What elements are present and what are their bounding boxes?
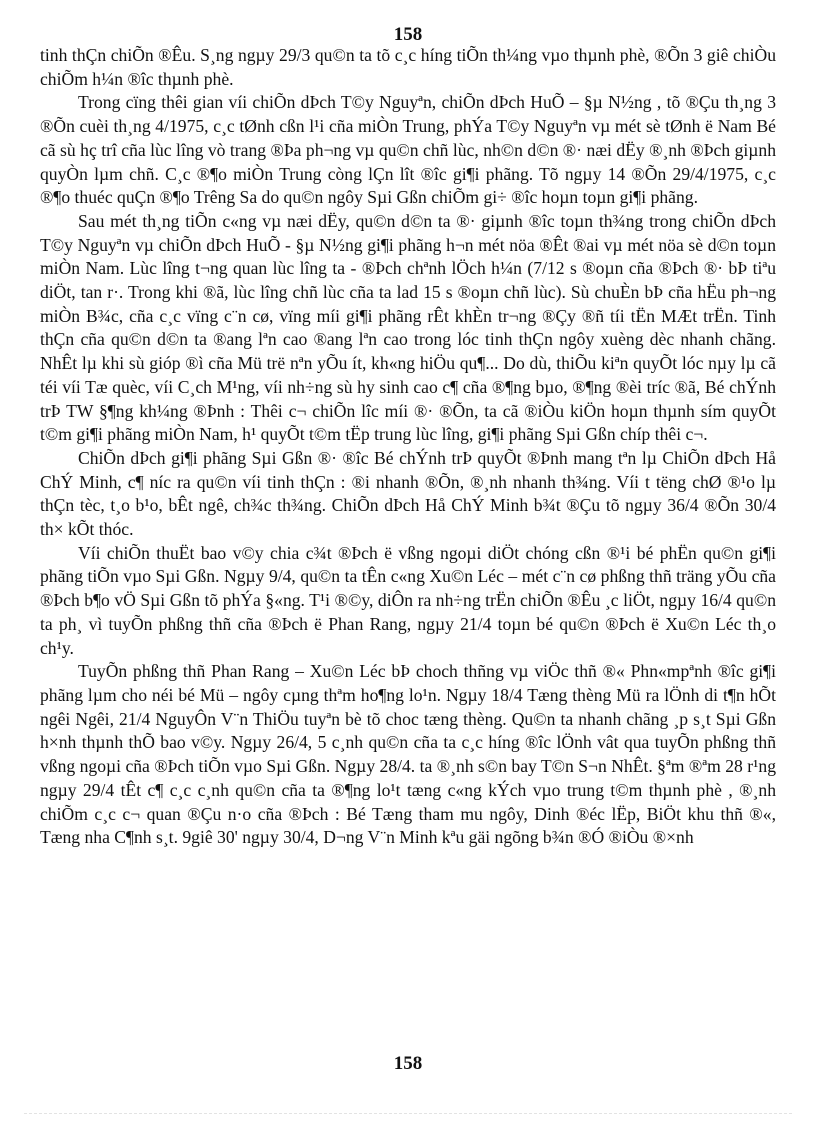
paragraph-2: Trong cïng thêi gian víi chiÕn dÞch T©y Nguyªn, chiÕn dÞch HuÕ – §µ N½ng , tõ ®Çu th¸ng 3 ®Õn cuèi th¸ng 4/1975, c¸c tØnh cßn l¹i cña miÒn Trung, phÝa T©y Nguyªn vµ mét sè tØnh ë Nam Bé cã sù hç trî cña lùc lîng vò trang ®Þa ph¬ng vµ qu©n chñ lùc, nh©n d©n ®· næi dËy ®¸nh ®Þch giµnh quyÒn lµm chñ. C¸c ®¶o miÒn Trung còng lÇn lît ®îc gi¶i phãng. Tõ ngµy 14 ®Õn 29/4/1975, c¸c ®¶o thuéc quÇn ®¶o Trêng Sa do qu©n ngôy Sµi Gßn chiÕm gi÷ ®îc hoµn toµn gi¶i phãng. bbox=[40, 92, 776, 208]
page-number-top: 158 bbox=[393, 24, 423, 45]
paragraph-3: Sau mét th¸ng tiÕn c«ng vµ næi dËy, qu©n d©n ta ®· giµnh ®îc toµn th¾ng trong chiÕn dÞch T©y Nguyªn vµ chiÕn dÞch HuÕ - §µ N½ng gi¶i phãng h¬n mét nöa ®Êt ®ai vµ mét nöa sè d©n toµn miÒn Nam. Lùc lîng t¬ng quan lùc lîng ta - ®Þch chªnh lÖch h¼n (7/12 s ®oµn cña ®Þch ®· bÞ tiªu diÖt, tan r·. Trong khi ®ã, lùc lîng chñ lùc cña ta lad 15 s ®oµn chñ lùc). Sù chuÈn bÞ cña hËu ph¬ng miÒn B¾c, cña c¸c vïng c¨n cø, vïng míi gi¶i phãng rÊt khÈn tr¬ng ®Çy ®ñ tíi tËn MÆt trËn. Tinh thÇn cña qu©n d©n ta ®ang lªn cao ®ang lªn cao trong lóc tinh thÇn ngôy xuèng dèc nhanh chãng. NhÊt lµ khi sù gióp ®ì cña Mü trë nªn yÕu ít, kh«ng hiÖu qu¶... Do dù, thiÕu kiªn quyÕt lóc nµy lµ cã téi víi Tæ quèc, víi C¸ch M¹ng, víi nh÷ng sù hy sinh cao c¶ cña ®¶ng bµo, ®¶ng ®èi tríc ®ã, Bé chÝnh trÞ TW §¶ng kh¼ng ®Þnh : Thêi c¬ chiÕn lîc míi ®· ®Õn, ta cã ®iÒu kiÖn hoµn thµnh sím quyÕt t©m gi¶i phãng miÒn Nam, h¹ quyÕt t©m tËp trung lùc lîng, gi¶i phãng Sµi Gßn chíp thêi c¬. bbox=[40, 210, 776, 445]
paragraph-5: Víi chiÕn thuËt bao v©y chia c¾t ®Þch ë vßng ngoµi diÖt chóng cßn ®¹i bé phËn qu©n gi¶i phãng tiÕn vµo Sµi Gßn. Ngµy 9/4, qu©n ta tÊn c«ng Xu©n Léc – mét c¨n cø phßng thñ träng yÕu cña ®Þch b¶o vÖ Sµi Gßn tõ phÝa §«ng. T¹i ®©y, diÔn ra nh÷ng trËn chiÕn ®Êu ¸c liÖt, ngµy 16/4 qu©n ta ph¸ vì tuyÕn phßng thñ cña ®Þch ë Phan Rang, ngµy 21/4 toµn bé qu©n ®Þch ë Xu©n Léc th¸o ch¹y. bbox=[40, 542, 776, 658]
footer-divider bbox=[24, 1113, 792, 1114]
paragraph-4: ChiÕn dÞch gi¶i phãng Sµi Gßn ®· ®îc Bé chÝnh trÞ quyÕt ®Þnh mang tªn lµ ChiÕn dÞch Hå ChÝ Minh, c¶ níc ra qu©n víi tinh thÇn : ®i nhanh ®Õn, ®¸nh nhanh th¾ng. Víi t tëng chØ ®¹o lµ thÇn tèc, t¸o b¹o, bÊt ngê, ch¾c th¾ng. ChiÕn dÞch Hå ChÝ Minh b¾t ®Çu tõ ngµy 36/4 ®Õn 30/4 th× kÕt thóc. bbox=[40, 447, 776, 540]
paragraph-1: tinh thÇn chiÕn ®Êu. S¸ng ngµy 29/3 qu©n ta tõ c¸c híng tiÕn th¼ng vµo thµnh phè, ®Õn 3 giê chiÒu chiÕm h¼n ®îc thµnh phè. bbox=[40, 45, 776, 89]
body-text bbox=[40, 44, 776, 850]
page-number-bottom: 158 bbox=[393, 1053, 423, 1074]
paragraph-6: TuyÕn phßng thñ Phan Rang – Xu©n Léc bÞ choch thñng vµ viÖc thñ ®« Phn«mpªnh ®îc gi¶i phãng lµm cho néi bé Mü – ngôy cµng thªm ho¶ng lo¹n. Ngµy 18/4 Tæng thèng Mü ra lÖnh di t¶n hÕt ngêi Ngêi, 21/4 NguyÔn V¨n ThiÖu tuyªn bè tõ choc tæng thèng. Qu©n ta nhanh chãng ¸p s¸t Sµi Gßn h×nh thµnh thÕ bao v©y. Ngµy 26/4, 5 c¸nh qu©n cña ta c¸c híng ®îc lÖnh vât qua tuyÕn phßng thñ vßng ngoµi cña ®Þch tiÕn vµo Sµi Gßn. Ngµy 28/4. ta ®¸nh s©n bay T©n S¬n NhÊt. §ªm ®ªm 28 r¹ng ngµy 29/4 tÊt c¶ c¸c c¸nh qu©n cña ta ®¶ng lo¹t tæng c«ng kÝch vµo trung t©m thµnh phè , ®¸nh chiÕm c¸c c¬ quan ®Çu n·o cña ®Þch : Bé Tæng tham mu ngôy, Dinh ®éc lËp, BiÖt khu thñ ®«, Tæng nha C¶nh s¸t. 9giê 30' ngµy 30/4, D¬ng V¨n Minh kªu gäi ngõng b¾n ®Ó ®iÒu ®×nh bbox=[40, 661, 776, 848]
